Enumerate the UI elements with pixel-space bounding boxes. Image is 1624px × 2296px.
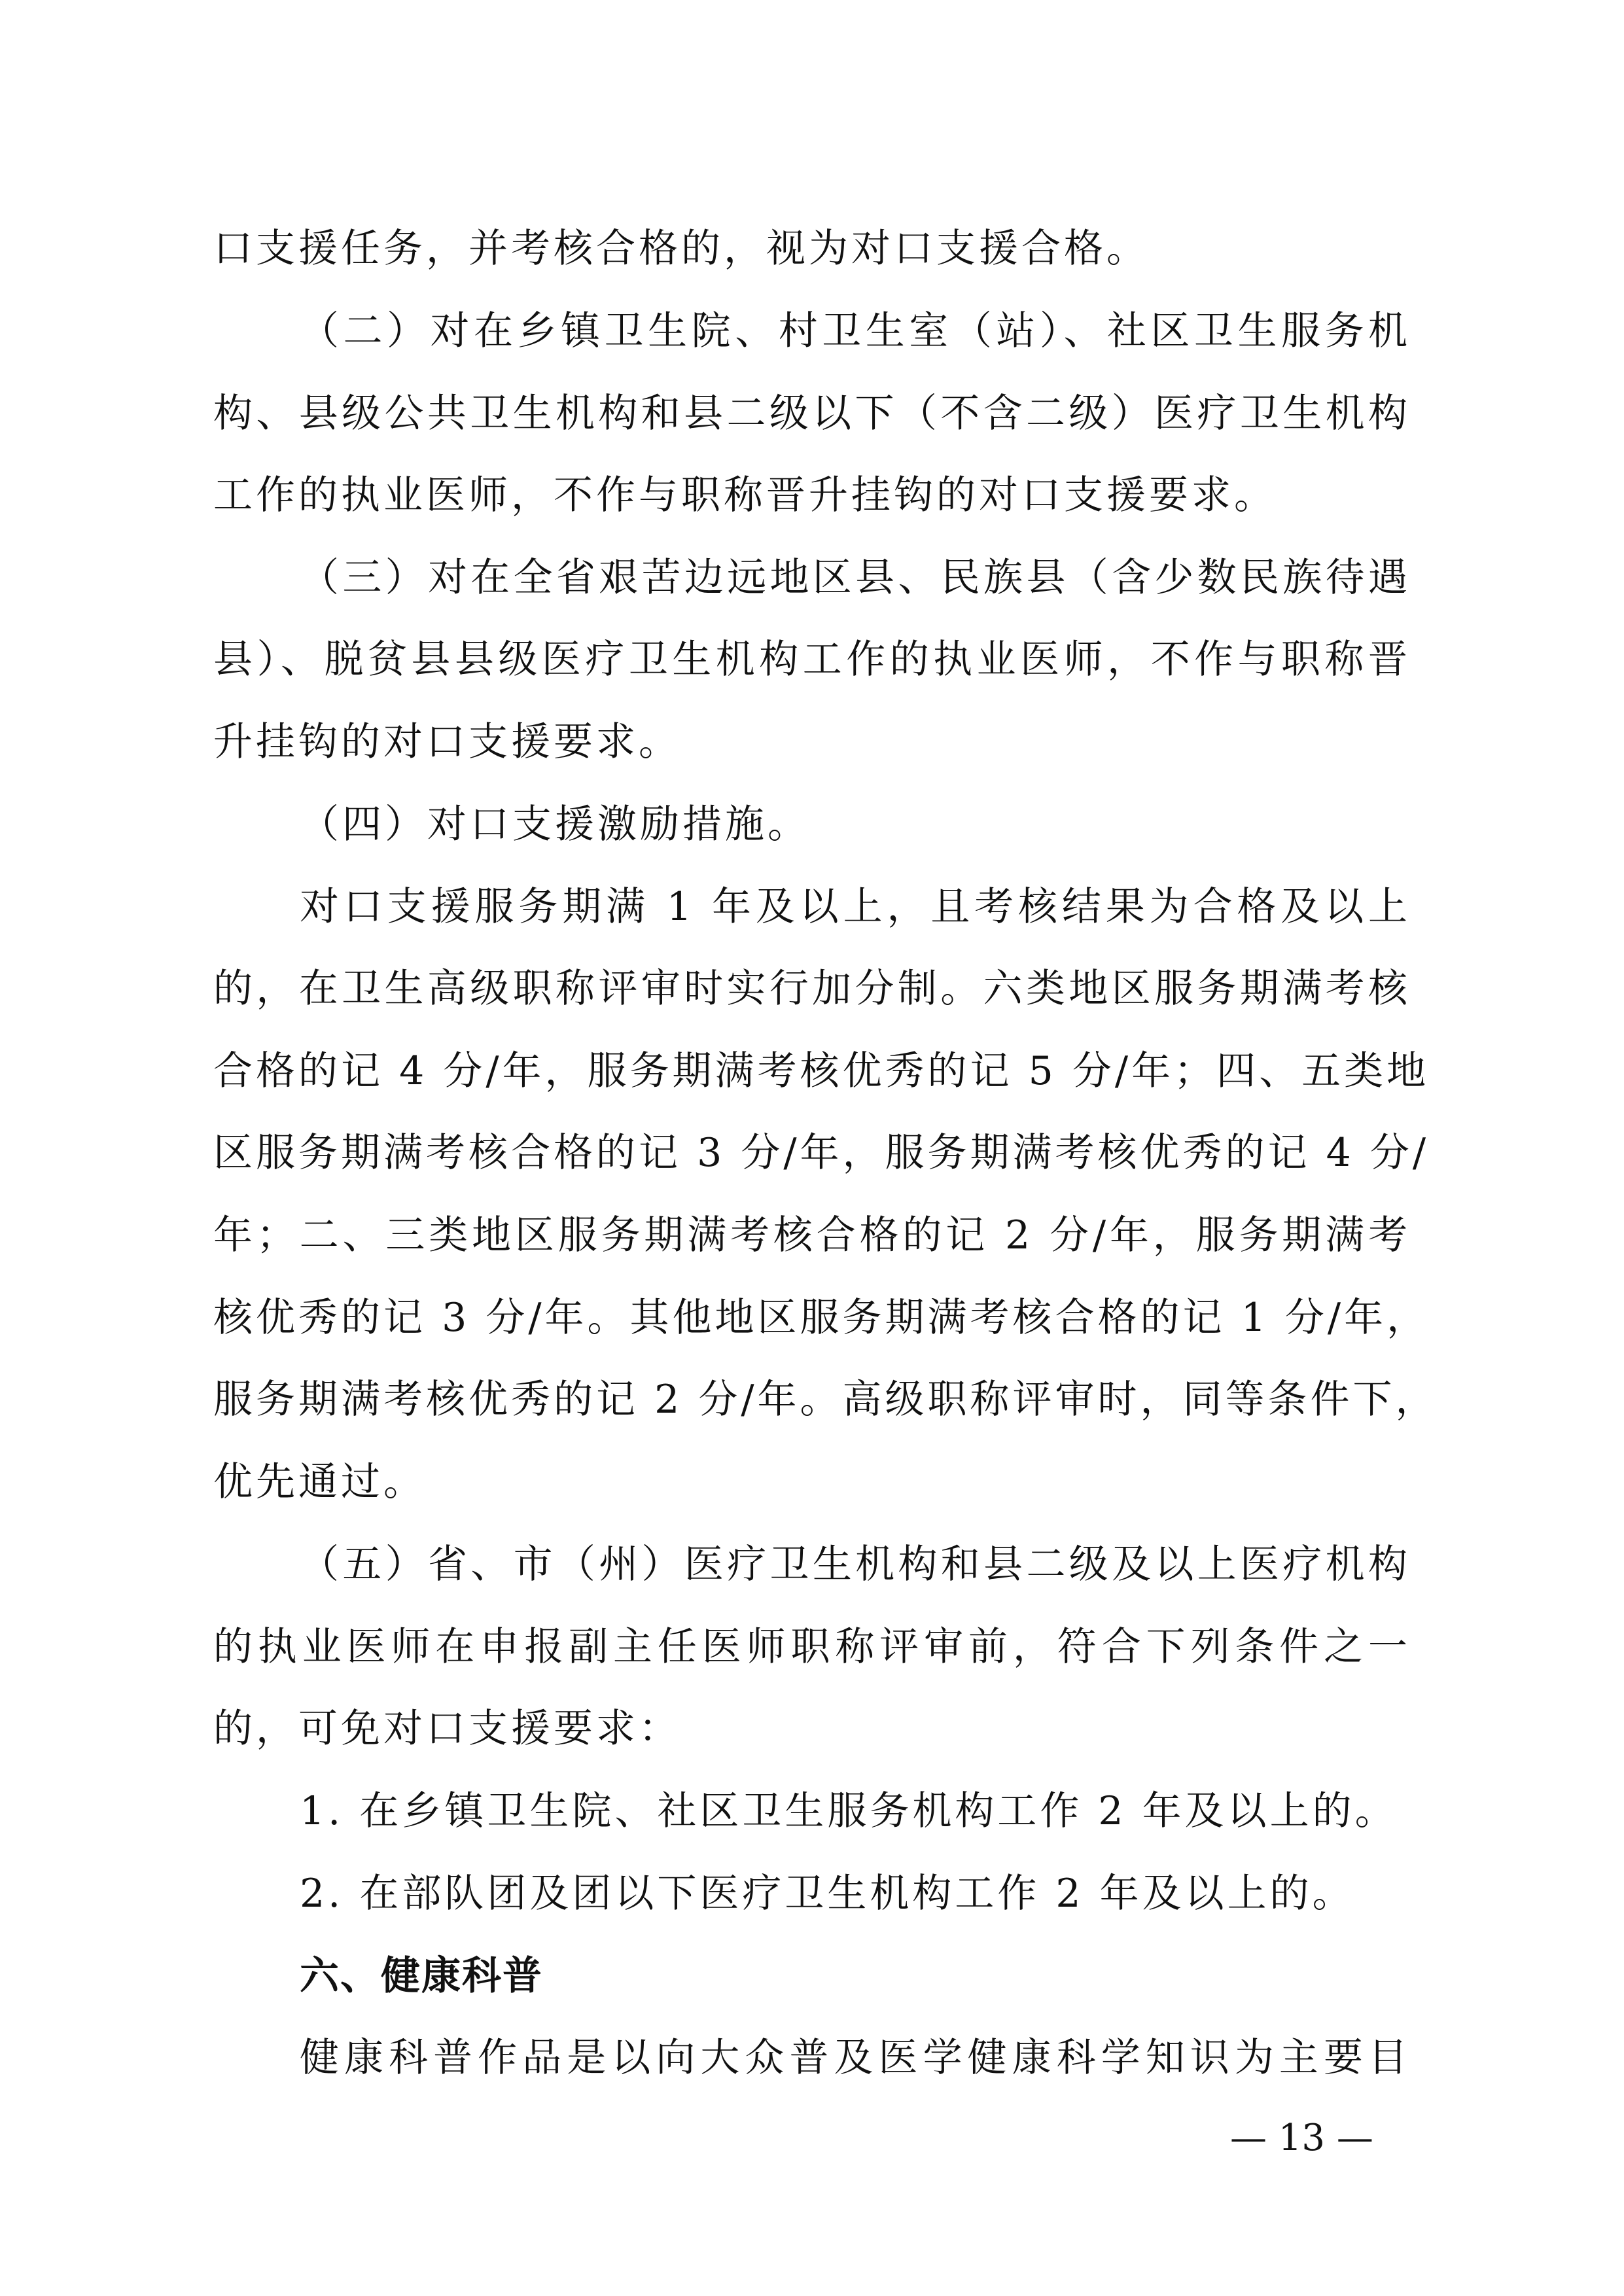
- text-line-2: （二）对在乡镇卫生院、村卫生室（站）、社区卫生服务机: [300, 308, 1411, 354]
- text-line-12: 区服务期满考核合格的记 3 分/年，服务期满考核优秀的记 4 分/: [213, 1130, 1430, 1176]
- text-line-3: 构、县级公共卫生机构和县二级以下（不含二级）医疗卫生机构: [213, 391, 1411, 436]
- text-line-21: 2. 在部队团及团以下医疗卫生机构工作 2 年及以上的。: [300, 1871, 1355, 1916]
- text-line-19: 的，可免对口支援要求：: [213, 1706, 681, 1752]
- text-line-23: 健康科普作品是以向大众普及医学健康科学知识为主要目: [300, 2035, 1411, 2081]
- section-heading: 六、健康科普: [300, 1953, 543, 1999]
- text-line-7: 升挂钩的对口支援要求。: [213, 719, 681, 765]
- text-line-17: （五）省、市（州）医疗卫生机构和县二级及以上医疗机构: [300, 1542, 1411, 1587]
- text-line-20: 1. 在乡镇卫生院、社区卫生服务机构工作 2 年及以上的。: [300, 1788, 1398, 1834]
- text-line-15: 服务期满考核优秀的记 2 分/年。高级职称评审时，同等条件下，: [213, 1377, 1438, 1422]
- text-line-18: 的执业医师在申报副主任医师职称评审前，符合下列条件之一: [213, 1624, 1411, 1670]
- text-line-8: （四）对口支援激励措施。: [300, 802, 810, 847]
- text-line-1: 口支援任务，并考核合格的，视为对口支援合格。: [213, 226, 1149, 272]
- text-line-9: 对口支援服务期满 1 年及以上，且考核结果为合格及以上: [300, 884, 1411, 930]
- text-line-13: 年；二、三类地区服务期满考核合格的记 2 分/年，服务期满考: [213, 1212, 1411, 1258]
- text-line-4: 工作的执业医师，不作与职称晋升挂钩的对口支援要求。: [213, 472, 1277, 518]
- text-line-11: 合格的记 4 分/年，服务期满考核优秀的记 5 分/年；四、五类地: [213, 1048, 1430, 1094]
- text-line-16: 优先通过。: [213, 1459, 426, 1505]
- text-line-6: 县）、脱贫县县级医疗卫生机构工作的执业医师，不作与职称晋: [213, 637, 1411, 682]
- text-line-10: 的，在卫生高级职称评审时实行加分制。六类地区服务期满考核: [213, 966, 1411, 1012]
- text-line-5: （三）对在全省艰苦边远地区县、民族县（含少数民族待遇: [300, 555, 1411, 601]
- text-line-14: 核优秀的记 3 分/年。其他地区服务期满考核合格的记 1 分/年，: [213, 1295, 1430, 1341]
- page-number: — 13 —: [1230, 2117, 1373, 2159]
